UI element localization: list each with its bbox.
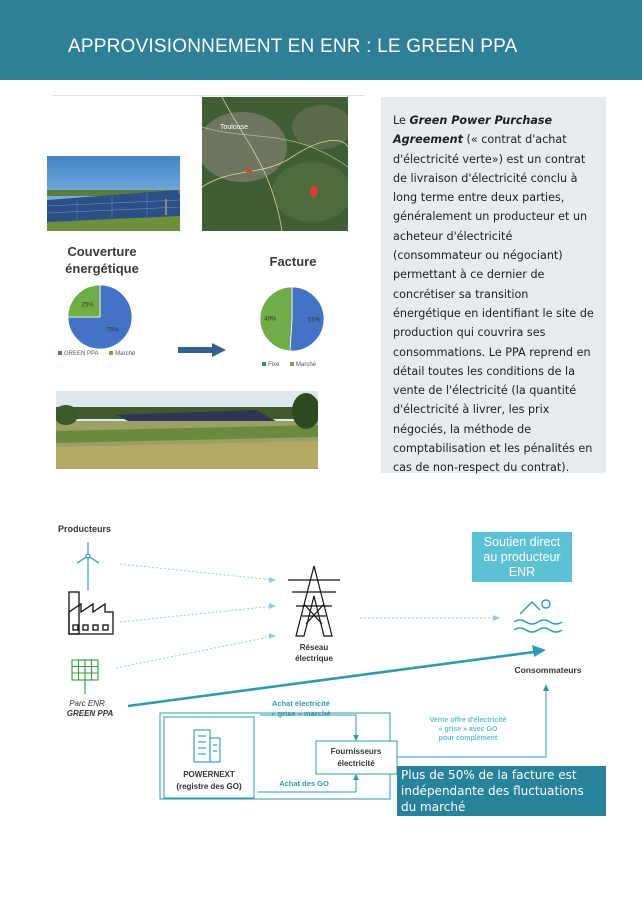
label-achat-grise-2: « grise » marché bbox=[271, 709, 331, 718]
label-achat-go: Achat des GO bbox=[279, 779, 329, 788]
definition-body: (« contrat d'achat d'électricité verte») est un contrat de livraison d'électricité conclu à long terme entre deux parties, généralement un producteur et un acheteur d'électricité (consommateur ou négociant) permettant à ce dernier de concrétiser sa transition énergétique en identifiant le site de production qui couvrira ses consommations. Le PPA reprend en détail toutes les conditions de la vente de l'électricité (la quantité d'électricité à livrer, les prix négociés, la méthode de comptabilisation et les pénalités en cas de non-respect du contrat). bbox=[393, 133, 594, 475]
legend-label: Fixe bbox=[268, 362, 280, 368]
pie-chart-facture bbox=[258, 285, 326, 353]
pie-value-label: 49% bbox=[264, 316, 277, 323]
soutien-line: ENR bbox=[508, 565, 536, 579]
label-registre-go: (registre des GO) bbox=[176, 782, 242, 791]
pie-chart-couverture bbox=[66, 283, 134, 351]
pie-value-label: 75% bbox=[106, 327, 119, 334]
chart2-legend-item bbox=[262, 362, 279, 368]
definition-lead: Le bbox=[393, 114, 410, 127]
legend-label: Marché bbox=[115, 351, 136, 357]
label-powernext: POWERNEXT bbox=[183, 770, 235, 779]
chart1-legend bbox=[58, 351, 144, 357]
label-vente-2: « grise » avec GO bbox=[438, 726, 498, 733]
swimmer-icon bbox=[514, 600, 562, 632]
building-icon bbox=[194, 730, 220, 762]
chart1-title-line1: Couverture bbox=[67, 244, 137, 259]
definition-text bbox=[393, 111, 596, 478]
page-title: APPROVISIONNEMENT EN ENR : LE GREEN PPA bbox=[68, 36, 518, 57]
chart1-legend-item bbox=[109, 351, 135, 357]
chart2-legend-item bbox=[290, 362, 316, 368]
divider bbox=[52, 95, 365, 96]
label-producteurs: Producteurs bbox=[58, 524, 112, 534]
solar-panels-photo bbox=[47, 156, 180, 231]
power-pylon-icon bbox=[288, 566, 340, 636]
label-vente-3: pour complément bbox=[438, 735, 498, 742]
definition-box bbox=[381, 97, 606, 473]
label-electricite: électricité bbox=[337, 759, 375, 768]
label-electrique: électrique bbox=[295, 654, 333, 663]
label-achat-grise-1: Achat électricité bbox=[272, 699, 330, 708]
label-parc-enr: Parc ENR bbox=[69, 699, 105, 708]
soutien-line: au producteur bbox=[483, 550, 561, 564]
chart1-title-line2: énergétique bbox=[65, 261, 139, 276]
solar-panel-icon bbox=[72, 660, 98, 694]
label-consommateurs: Consommateurs bbox=[514, 665, 582, 675]
legend-label: GREEN PPA bbox=[64, 351, 99, 357]
page-header bbox=[0, 0, 642, 80]
label-reseau: Réseau bbox=[299, 643, 329, 652]
wind-turbine-icon bbox=[77, 542, 99, 590]
chart1-legend-item bbox=[58, 351, 99, 357]
label-green-ppa: GREEN PPA bbox=[66, 709, 114, 718]
soutien-line: Soutien direct bbox=[483, 535, 561, 549]
factory-icon bbox=[69, 592, 113, 634]
definition-term: Green Power Purchase Agreement bbox=[393, 114, 553, 147]
chart2-legend bbox=[262, 362, 325, 368]
map-city-label: Toulouse bbox=[220, 124, 249, 131]
chart1-title bbox=[42, 243, 162, 277]
label-vente-1: Vente offre d'électricité bbox=[429, 717, 507, 724]
label-fournisseurs: Fournisseurs bbox=[330, 747, 382, 756]
chart2-title: Facture bbox=[269, 254, 317, 269]
arrow-right-icon bbox=[178, 343, 226, 357]
legend-label: Marché bbox=[296, 362, 317, 368]
soutien-badge bbox=[472, 532, 572, 582]
pie-value-label: 51% bbox=[307, 317, 320, 324]
callout-box: Plus de 50% de la facture est indépendante des fluctuations du marché bbox=[397, 766, 606, 816]
pie-value-label: 25% bbox=[81, 302, 94, 309]
satellite-map bbox=[202, 97, 348, 231]
landscape-photo bbox=[56, 391, 318, 469]
pie-slice-marché bbox=[68, 285, 100, 317]
